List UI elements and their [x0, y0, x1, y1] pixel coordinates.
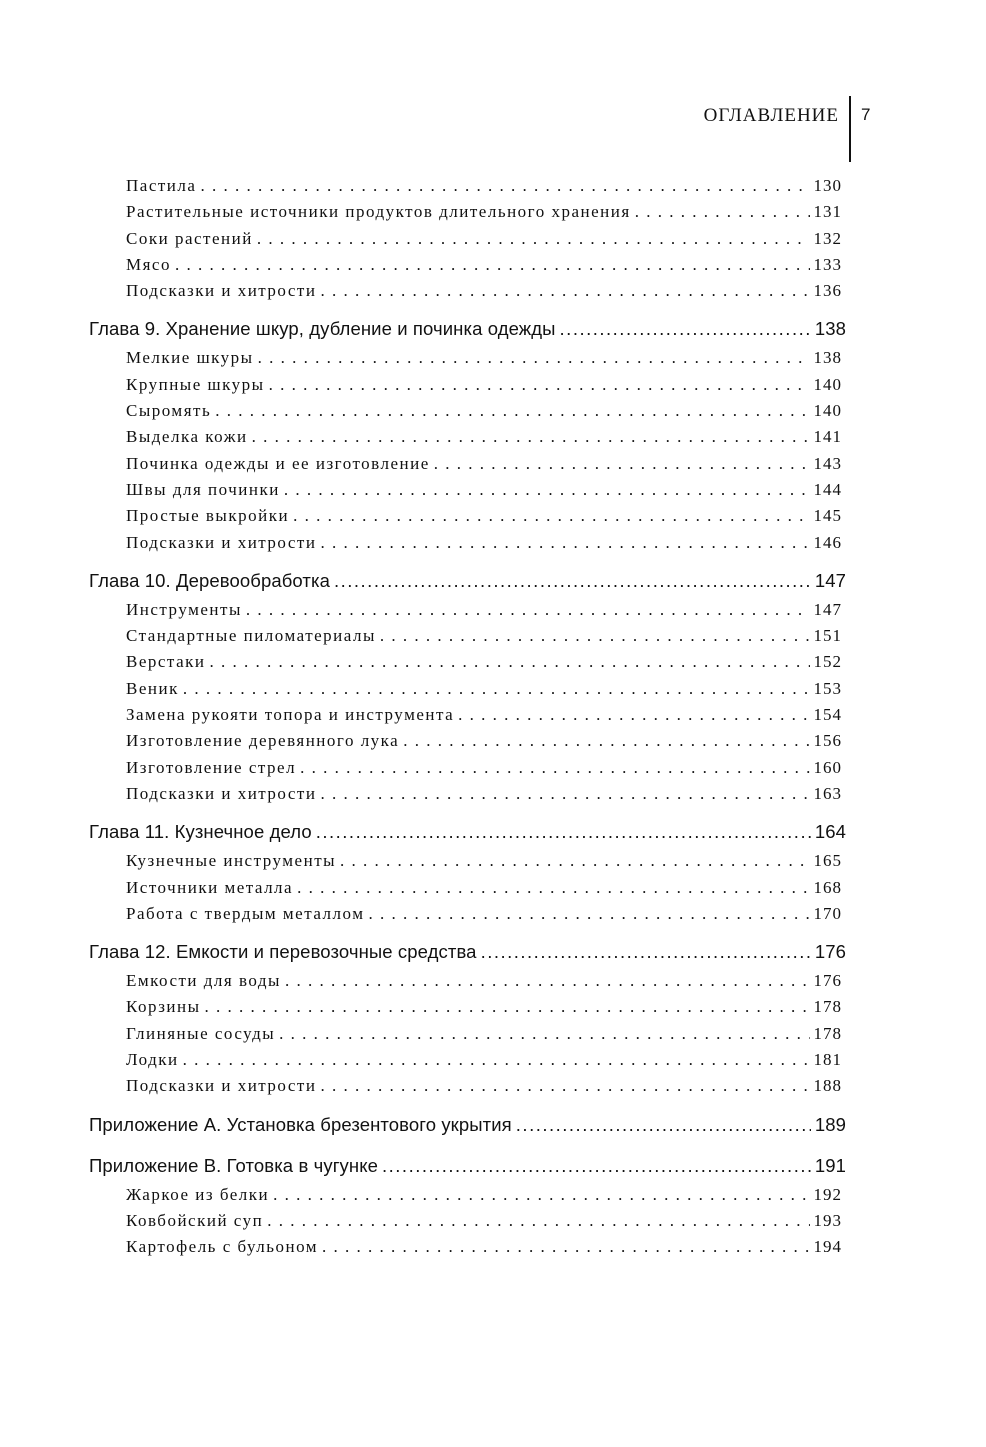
- toc-entry-title: Изготовление стрел: [126, 757, 297, 777]
- toc-entry[interactable]: [126, 875, 842, 901]
- toc-entry-page: 154: [813, 705, 842, 725]
- toc-entry[interactable]: [126, 199, 842, 225]
- running-title: ОГЛАВЛЕНИЕ: [703, 105, 839, 126]
- dot-leader: [183, 676, 810, 702]
- toc-entry-title: Глиняные сосуды: [126, 1023, 276, 1043]
- dot-leader: [273, 1182, 809, 1208]
- dot-leader: [368, 901, 809, 927]
- toc-entry[interactable]: [126, 530, 842, 556]
- toc-entry-page: 165: [813, 851, 842, 871]
- toc-entry-title: Мясо: [126, 254, 171, 274]
- toc-entry-page: 143: [813, 453, 842, 473]
- dot-leader: [258, 345, 810, 371]
- toc-entry[interactable]: [126, 372, 842, 398]
- toc-entry-title: Починка одежды и ее изготовление: [126, 453, 430, 473]
- page-header: [0, 96, 986, 166]
- toc-entry-title: Стандартные пиломатериалы: [126, 626, 376, 646]
- chapter-page: 138: [814, 318, 846, 340]
- toc-entry-title: Подсказки и хитрости: [126, 532, 317, 552]
- toc-entry-page: 192: [813, 1184, 842, 1204]
- dot-leader: [334, 565, 811, 597]
- dot-leader: [279, 1021, 809, 1047]
- dot-leader: [382, 1150, 811, 1182]
- toc-entry[interactable]: [126, 901, 842, 927]
- toc-entry-title: Картофель с бульоном: [126, 1237, 319, 1257]
- toc-entry-page: 178: [813, 1023, 842, 1043]
- dot-leader: [300, 755, 809, 781]
- dot-leader: [267, 1208, 809, 1234]
- chapter-title: Приложение А. Установка брезентового укрытия: [89, 1113, 512, 1135]
- dot-leader: [481, 936, 811, 968]
- toc-entry[interactable]: [126, 1047, 842, 1073]
- toc-entry-page: 151: [813, 626, 842, 646]
- toc-entry-page: 193: [813, 1210, 842, 1230]
- toc-entry-page: 140: [813, 401, 842, 421]
- dot-leader: [320, 1073, 809, 1099]
- dot-leader: [320, 278, 809, 304]
- dot-leader: [205, 994, 810, 1020]
- toc-entry-title: Простые выкройки: [126, 506, 290, 526]
- dot-leader: [340, 848, 809, 874]
- toc-entry-title: Работа с твердым металлом: [126, 903, 365, 923]
- toc-entry-title: Крупные шкуры: [126, 374, 265, 394]
- toc-entry-page: 152: [813, 652, 842, 672]
- toc-entry[interactable]: [126, 252, 842, 278]
- dot-leader: [257, 226, 810, 252]
- toc-entry-title: Растительные источники продуктов длительного хранения: [126, 202, 631, 222]
- toc-entry[interactable]: [126, 755, 842, 781]
- toc-entry-page: 153: [813, 678, 842, 698]
- dot-leader: [215, 398, 809, 424]
- toc-entry-page: 130: [813, 176, 842, 195]
- chapter-page: 147: [814, 569, 846, 591]
- toc-entry[interactable]: [126, 1234, 842, 1260]
- toc-entry-page: 146: [813, 532, 842, 552]
- dot-leader: [320, 530, 809, 556]
- chapter-title: Глава 9. Хранение шкур, дубление и починка одежды: [89, 318, 556, 340]
- toc-entry-title: Сыромять: [126, 401, 212, 421]
- toc-entry-page: 181: [813, 1050, 842, 1070]
- toc-entry[interactable]: [126, 781, 842, 807]
- toc-entry[interactable]: [126, 278, 842, 304]
- chapter-page: 176: [814, 941, 846, 963]
- toc-appendix-b[interactable]: [89, 1150, 846, 1182]
- toc-entry[interactable]: [126, 451, 842, 477]
- toc-entry[interactable]: [126, 345, 842, 371]
- dot-leader: [284, 477, 810, 503]
- toc-entry[interactable]: [126, 597, 842, 623]
- toc-entry-page: 145: [813, 506, 842, 526]
- toc-entry-title: Веник: [126, 678, 179, 698]
- toc-entry-title: Подсказки и хитрости: [126, 783, 317, 803]
- toc-entry-page: 138: [813, 348, 842, 368]
- toc-entry-page: 156: [813, 731, 842, 751]
- toc-entry-title: Ковбойский суп: [126, 1210, 264, 1230]
- toc-chapter-12[interactable]: [89, 936, 846, 968]
- toc-entry[interactable]: [126, 173, 842, 199]
- toc-entry[interactable]: [126, 623, 842, 649]
- toc-entry-title: Емкости для воды: [126, 971, 281, 991]
- toc-entry-title: Корзины: [126, 997, 201, 1017]
- toc-entry-page: 140: [813, 374, 842, 394]
- toc-entry-title: Швы для починки: [126, 479, 280, 499]
- dot-leader: [252, 424, 810, 450]
- toc-entry-title: Лодки: [126, 1050, 179, 1070]
- toc-entry[interactable]: [126, 1182, 842, 1208]
- dot-leader: [297, 875, 809, 901]
- toc-entry[interactable]: [126, 226, 842, 252]
- toc-entry[interactable]: [126, 1073, 842, 1099]
- toc-entry-title: Жаркое из белки: [126, 1184, 270, 1204]
- toc-entry-page: 136: [813, 281, 842, 301]
- toc-entry-page: 168: [813, 877, 842, 897]
- toc-entry[interactable]: [126, 1208, 842, 1234]
- toc-entry[interactable]: [126, 994, 842, 1020]
- toc-entry-title: Источники металла: [126, 877, 294, 897]
- dot-leader: [293, 503, 809, 529]
- dot-leader: [285, 968, 810, 994]
- dot-leader: [316, 816, 811, 848]
- toc-entry[interactable]: [126, 503, 842, 529]
- toc-entry[interactable]: [126, 649, 842, 675]
- header-divider: [849, 96, 851, 162]
- dot-leader: [635, 199, 810, 225]
- chapter-page: 189: [814, 1113, 846, 1135]
- toc-entry[interactable]: [126, 848, 842, 874]
- toc-entry-page: 163: [813, 783, 842, 803]
- toc-entry-page: 194: [813, 1237, 842, 1257]
- toc-chapter-9[interactable]: [89, 313, 846, 345]
- toc-entry[interactable]: [126, 676, 842, 702]
- toc-entry-page: 133: [813, 254, 842, 274]
- toc-entry[interactable]: [126, 477, 842, 503]
- toc-entry-page: 188: [813, 1076, 842, 1096]
- toc-entry[interactable]: [126, 702, 842, 728]
- dot-leader: [516, 1109, 811, 1141]
- toc-entry-page: 144: [813, 479, 842, 499]
- toc-entry-title: Инструменты: [126, 599, 242, 619]
- chapter-page: 164: [814, 821, 846, 843]
- toc-entry-title: Соки растений: [126, 228, 253, 248]
- chapter-title: Приложение В. Готовка в чугунке: [89, 1154, 379, 1176]
- toc-entry-title: Кузнечные инструменты: [126, 851, 337, 871]
- toc-entry[interactable]: [126, 424, 842, 450]
- toc-entry-title: Пастила: [126, 176, 197, 195]
- toc-entry-title: Выделка кожи: [126, 427, 248, 447]
- dot-leader: [175, 252, 810, 278]
- toc-entry[interactable]: [126, 968, 842, 994]
- page-number: 7: [861, 105, 871, 124]
- toc-entry-title: Изготовление деревянного лука: [126, 731, 400, 751]
- dot-leader: [320, 781, 809, 807]
- chapter-page: 191: [814, 1154, 846, 1176]
- toc-entry-page: 141: [813, 427, 842, 447]
- dot-leader: [246, 597, 810, 623]
- dot-leader: [183, 1047, 810, 1073]
- dot-leader: [434, 451, 810, 477]
- toc-entry[interactable]: [126, 1021, 842, 1047]
- toc-entry-title: Подсказки и хитрости: [126, 1076, 317, 1096]
- chapter-title: Глава 11. Кузнечное дело: [89, 821, 312, 843]
- toc-chapter-11[interactable]: [89, 816, 846, 848]
- toc-entry-page: 132: [813, 228, 842, 248]
- toc-entry-title: Подсказки и хитрости: [126, 281, 317, 301]
- dot-leader: [200, 173, 809, 199]
- toc-appendix-a[interactable]: [89, 1109, 846, 1141]
- dot-leader: [209, 649, 809, 675]
- toc-entry[interactable]: [126, 728, 842, 754]
- toc-entry-title: Верстаки: [126, 652, 206, 672]
- dot-leader: [322, 1234, 809, 1260]
- toc-entry-title: Мелкие шкуры: [126, 348, 254, 368]
- toc-entry-page: 131: [813, 202, 842, 222]
- toc-chapter-10[interactable]: [89, 565, 846, 597]
- chapter-title: Глава 12. Емкости и перевозочные средства: [89, 941, 477, 963]
- table-of-contents: [0, 173, 986, 1261]
- toc-entry-page: 147: [813, 599, 842, 619]
- toc-entry[interactable]: [126, 398, 842, 424]
- toc-entry-page: 178: [813, 997, 842, 1017]
- dot-leader: [458, 702, 809, 728]
- toc-entry-page: 176: [813, 971, 842, 991]
- dot-leader: [269, 372, 810, 398]
- dot-leader: [380, 623, 810, 649]
- toc-entry-page: 170: [813, 903, 842, 923]
- dot-leader: [560, 313, 811, 345]
- dot-leader: [403, 728, 809, 754]
- toc-entry-page: 160: [813, 757, 842, 777]
- toc-entry-title: Замена рукояти топора и инструмента: [126, 705, 455, 725]
- chapter-title: Глава 10. Деревообработка: [89, 569, 330, 591]
